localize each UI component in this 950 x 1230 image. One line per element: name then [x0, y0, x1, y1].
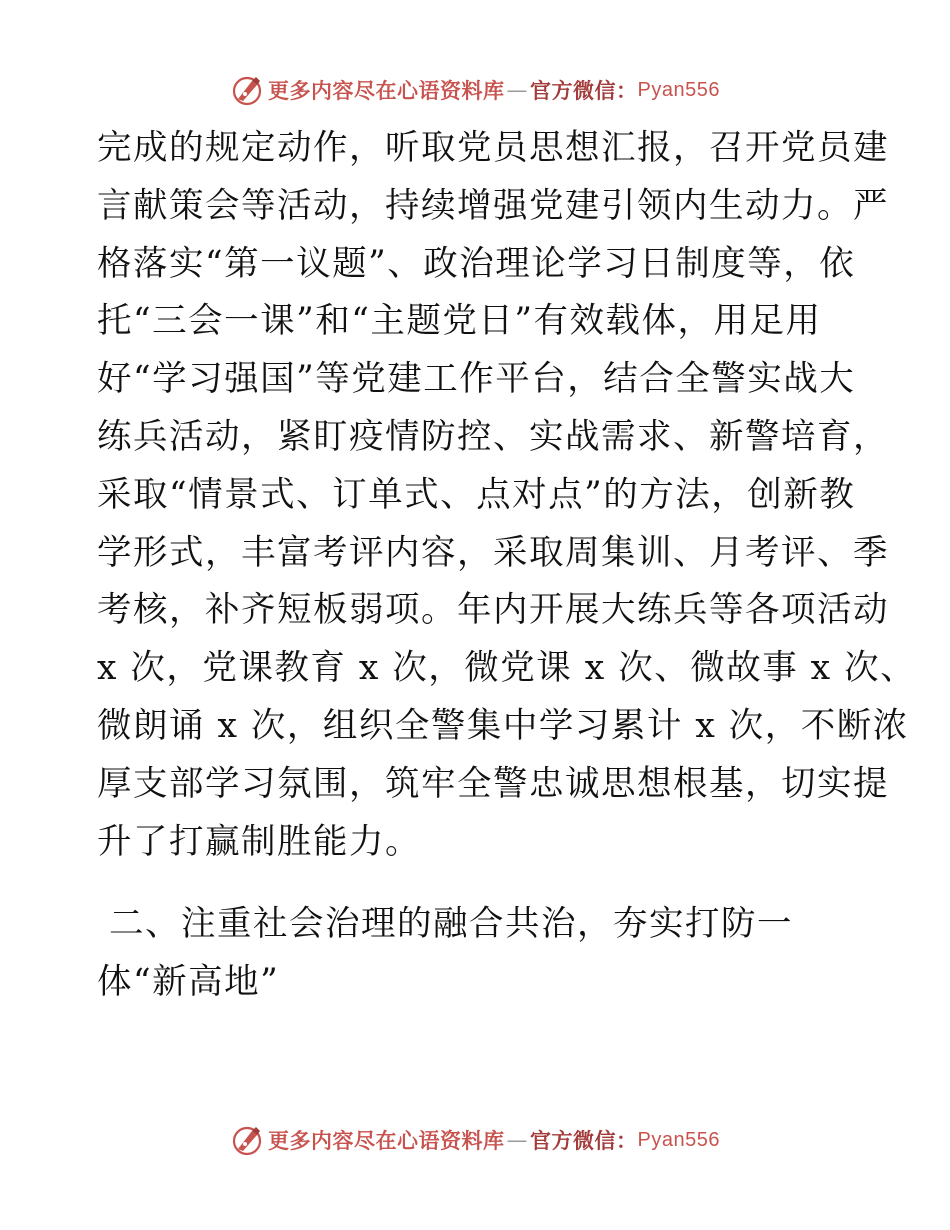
header-wechat-id: Pyan556: [637, 78, 720, 101]
header-banner: [0, 70, 950, 110]
body-line: 格落实“第一议题”、政治理论学习日制度等，依: [97, 243, 856, 284]
header-official-label: 官方微信：: [530, 79, 638, 103]
body-line: 托“三会一课”和“主题党日”有效载体，用足用: [97, 301, 822, 342]
footer-official-label: 官方微信：: [530, 1129, 638, 1153]
body-line: 练兵活动，紧盯疫情防控、实战需求、新警培育，: [97, 416, 889, 457]
body-line: 完成的规定动作，听取党员思想汇报，召开党员建: [97, 128, 889, 168]
body-line: 厚支部学习氛围，筑牢全警忠诚思想根基，切实提: [97, 763, 889, 804]
section-heading-line-1: 二、注重社会治理的融合共治，夯实打防一: [109, 904, 793, 944]
body-paragraph: [97, 120, 917, 871]
footer-site-name: 更多内容尽在心语资料库: [268, 1129, 505, 1153]
body-line: 微朗诵 x 次，组织全警集中学习累计 x 次，不断浓: [97, 705, 909, 746]
body-line: 考核，补齐短板弱项。年内开展大练兵等各项活动: [97, 590, 889, 631]
pen-nib-logo-icon: [230, 1123, 264, 1157]
body-line: 学形式，丰富考评内容，采取周集训、月考评、季: [97, 532, 889, 573]
footer-banner: [0, 1120, 950, 1160]
footer-dash: —: [506, 1128, 529, 1152]
section-heading-line-2: 体“新高地”: [97, 961, 280, 1002]
footer-wechat-id: Pyan556: [637, 1128, 720, 1151]
body-line: x 次，党课教育 x 次，微党课 x 次、微故事 x 次、: [97, 648, 917, 689]
body-line: 采取“情景式、订单式、点对点”的方法，创新教: [97, 474, 856, 515]
header-site-name: 更多内容尽在心语资料库: [268, 79, 505, 103]
header-dash: —: [506, 78, 529, 102]
body-line: 升了打赢制胜能力。: [97, 821, 421, 862]
body-line: 言献策会等活动，持续增强党建引领内生动力。严: [97, 185, 889, 226]
body-line: 好“学习强国”等党建工作平台，结合全警实战大: [97, 359, 856, 400]
section-heading: [97, 896, 857, 1011]
pen-nib-logo-icon: [230, 73, 264, 107]
